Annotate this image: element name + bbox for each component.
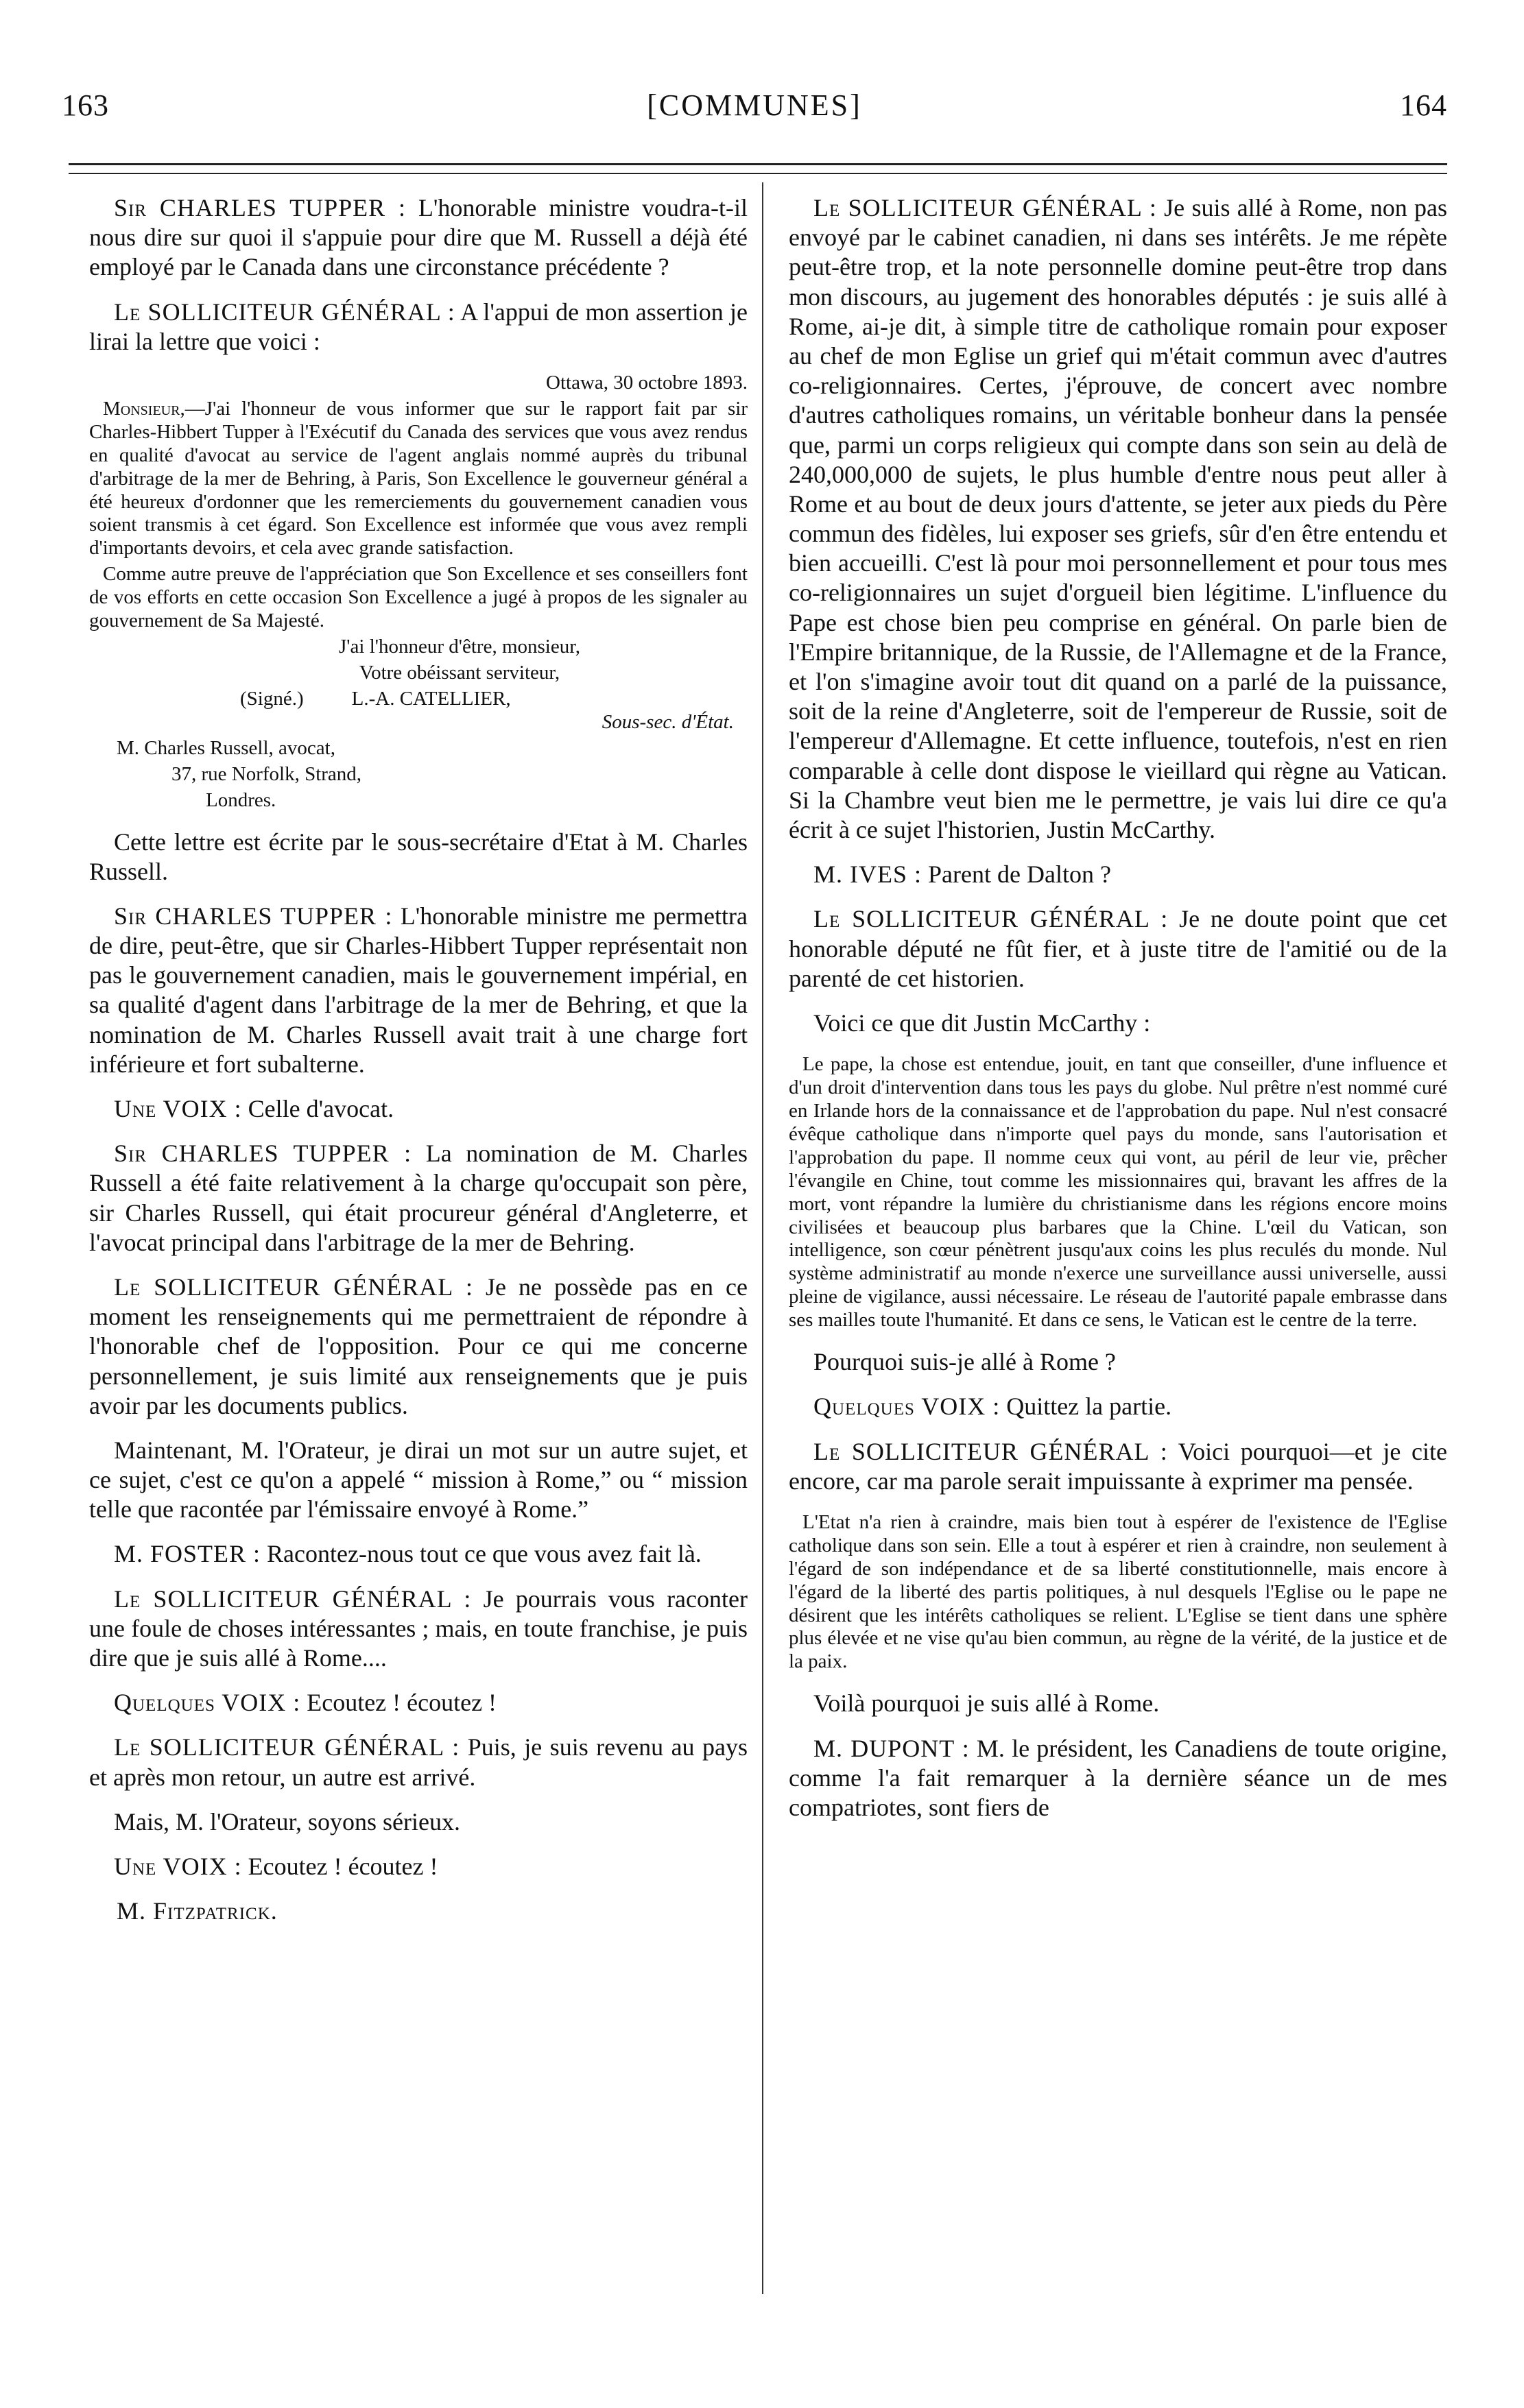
paragraph xyxy=(89,1139,748,1257)
letter-date: Ottawa, 30 octobre 1893. xyxy=(546,371,748,394)
speech-text: A l'appui de mon assertion je lirai la lettre que voici : xyxy=(89,298,748,355)
speaker-name: Sir CHARLES TUPPER : xyxy=(114,194,407,221)
speech-text: Quittez la partie. xyxy=(1000,1393,1172,1421)
speaker-name: M. IVES : xyxy=(813,860,922,889)
speaker-name: Sir CHARLES TUPPER : xyxy=(114,1140,412,1168)
speech-text: Voici pourquoi—et je cite encore, car ma parole serait impuissante à exprimer ma pensée. xyxy=(789,1437,1447,1495)
paragraph xyxy=(89,298,748,357)
speech-text: Celle d'avocat. xyxy=(241,1095,394,1123)
speaker-name: M. FOSTER : xyxy=(114,1540,261,1568)
speech-text: Racontez-nous tout ce que vous avez fait là. xyxy=(261,1540,702,1568)
paragraph xyxy=(89,1688,748,1718)
letter-text: Comme autre preuve de l'appréciation que Son Excellence et ses conseillers font de vos efforts en cette occasion Son Excellence a jugé à propos de les signaler au gouvernement de Sa Majesté. xyxy=(89,563,748,632)
letter-address: Londres. xyxy=(206,788,276,811)
speaker-name: Une VOIX : xyxy=(114,1095,242,1123)
paragraph: Cette lettre est écrite par le sous-secrétaire d'Etat à M. Charles Russell. xyxy=(89,828,748,885)
speech-text: Je ne possède pas en ce moment les renseignements qui me permettraient de répondre à l'honorable chef de l'opposition. Pour ce qui me concerne personnellement, je suis limité aux renseignements que je puis avoir par les documents publics. xyxy=(89,1273,748,1419)
paragraph xyxy=(789,1392,1447,1421)
speech-text: Puis, je suis revenu au pays et après mon retour, un autre est arrivé. xyxy=(89,1733,748,1791)
paragraph xyxy=(89,902,748,1079)
paragraph: Mais, M. l'Orateur, soyons sérieux. xyxy=(114,1807,460,1835)
left-column xyxy=(89,193,748,1938)
block-quote: Le pape, la chose est entendue, jouit, en tant que conseiller, d'une influence et d'un droit d'intervention dans tous les pays du globe. Nul prêtre n'est nommé curé en Irlande hors de la connaissance et de l'approbation du pape. Nul n'est consacré évêque catholique dans n'importe quel pays du monde, sans l'autorisation et l'approbation du pape. Il nomme ceux qui vont, au péril de leur vie, prêcher l'évangile en Chine, tout comme les missionnaires qui, bravant les affres de la mort, vont répandre la lumière du christianisme dans les régions encore moins civilisées et beaucoup plus barbares que la Chine. L'œil du Vatican, son intelligence, son cœur pénètrent jusqu'aux coins les plus reculés du monde. Nul système administratif au monde n'exerce une surveillance aussi universelle, aussi pleine de vigilance, aussi nécessaire. Le réseau de l'autorité papale embrasse dans ses mailles toute l'humanité. Et dans ce sens, le Vatican est le centre de la terre. xyxy=(789,1053,1447,1332)
paragraph xyxy=(789,193,1447,845)
speaker-name: M. DUPONT : xyxy=(813,1734,970,1762)
speaker-name: Une VOIX : xyxy=(114,1852,242,1880)
speech-text: L'honorable ministre voudra-t-il nous dire sur quoi il s'appuie pour dire que M. Russell a déjà été employé par le Canada dans une circonstance précédente ? xyxy=(89,194,748,281)
header-rule-top xyxy=(69,163,1447,165)
speaker-name: Quelques VOIX : xyxy=(114,1689,301,1717)
paragraph xyxy=(89,1852,748,1881)
header-rule-bottom xyxy=(69,173,1447,174)
speaker-name: Le SOLLICITEUR GÉNÉRAL : xyxy=(114,1585,472,1613)
paragraph xyxy=(789,1437,1447,1496)
speaker-name: Le SOLLICITEUR GÉNÉRAL : xyxy=(813,905,1169,933)
speaker-name: Le SOLLICITEUR GÉNÉRAL : xyxy=(813,1437,1168,1465)
page-title: [COMMUNES] xyxy=(647,88,862,122)
paragraph xyxy=(89,1585,748,1674)
speech-text: Je suis allé à Rome, non pas envoyé par le cabinet canadien, ni dans ses intérêts. Je me répète peut-être trop, et la note personnelle domine peut-être trop dans mon discours, au jugement des honorables députés : je suis allé à Rome, ai-je dit, à simple titre de catholique romain pour exposer au chef de mon Eglise un grief qui m'était commun avec d'autres co-religionnaires. Certes, j'éprouve, de concert avec nombre d'autres catholiques romains, un véritable bonheur dans la pensée que, parmi un corps religieux qui compte dans son sein au delà de 240,000,000 de sujets, le plus humble d'entre nous peut aller à Rome et au bout de deux jours d'attente, se jeter aux pieds du Père commun des fidèles, lui exposer ses griefs, sûr d'en être entendu et bien accueilli. C'est là pour moi personnellement et pour tous mes co-religionnaires un sujet d'orgueil bien légitime. L'influence du Pape est chose bien peu comprise en général. On parle bien de l'Empire britannique, de la Russie, de l'Allemagne et de la France, et l'on s'imagine avoir tout dit quand on a parlé de la puissance, soit de la reine d'Angleterre, soit de l'empereur de Russie, soit de l'empereur d'Allemagne. Et cette influence, toutefois, n'est en rien comparable à celle dont dispose le vieillard qui règne au Vatican. Si la Chambre veut bien me le permettre, je vais lui dire ce qu'a écrit à ce sujet l'historien, Justin McCarthy. xyxy=(789,194,1447,843)
paragraph xyxy=(89,1273,748,1421)
paragraph xyxy=(89,1733,748,1792)
paragraph xyxy=(789,904,1447,994)
letter-body xyxy=(89,398,748,560)
speaker-name: Le SOLLICITEUR GÉNÉRAL : xyxy=(114,1733,460,1761)
paragraph: Maintenant, M. l'Orateur, je dirai un mot sur un autre sujet, et ce sujet, c'est ce qu'on a appelé “ mission à Rome,” ou “ mission telle que racontée par l'émissaire envoyé à Rome.” xyxy=(89,1436,748,1524)
speaker-name: Quelques VOIX : xyxy=(813,1393,1001,1421)
letter-address: 37, rue Norfolk, Strand, xyxy=(171,762,362,785)
paragraph xyxy=(89,193,748,282)
letter-closing: Votre obéissant serviteur, xyxy=(359,662,560,684)
page-number-left: 163 xyxy=(62,88,109,122)
speaker-name: Le SOLLICITEUR GÉNÉRAL : xyxy=(114,1273,473,1301)
speech-text: L'honorable ministre me permettra de dire, peut-être, que sir Charles-Hibbert Tupper représentait non pas le gouvernement canadien, mais le gouvernement impérial, en sa qualité d'agent dans l'arbitrage de la mer de Behring, et que la nomination de M. Charles Russell avait trait à une charge fort inférieure et fort subalterne. xyxy=(89,902,748,1078)
page-number-right: 164 xyxy=(1400,88,1447,122)
paragraph xyxy=(789,860,1447,889)
paragraph: Pourquoi suis-je allé à Rome ? xyxy=(813,1348,1116,1376)
letter-text: —J'ai l'honneur de vous informer que sur le rapport fait par sir Charles-Hibbert Tupper à l'Exécutif du Canada des services que vous avez rendus en qualité d'avocat au service de l'agent anglais nommé auprès du tribunal d'arbitrage de la mer de Behring, à Paris, Son Excellence le gouverneur général a été heureux d'ordonner que les remerciements du gouvernement canadien vous soient transmis à cet égard. Son Excellence est informée que vous avez rempli d'importants devoirs, et cela avec grande satisfaction. xyxy=(89,397,748,559)
paragraph xyxy=(789,1734,1447,1823)
paragraph: Voici ce que dit Justin McCarthy : xyxy=(813,1009,1151,1037)
quoted-letter xyxy=(89,372,748,812)
speaker-name: Le SOLLICITEUR GÉNÉRAL : xyxy=(813,194,1157,221)
letter-salutation: Monsieur, xyxy=(103,397,185,420)
speech-text: Ecoutez ! écoutez ! xyxy=(241,1852,438,1880)
speech-text: M. le président, les Canadiens de toute origine, comme l'a fait remarquer à la dernière séance un de mes compatriotes, sont fiers de xyxy=(789,1734,1447,1821)
paragraph xyxy=(89,1539,748,1569)
speaker-name: Sir CHARLES TUPPER : xyxy=(114,902,393,930)
letter-signature xyxy=(240,688,748,711)
right-column xyxy=(789,193,1447,1838)
speech-text: Je ne doute point que cet honorable député ne fût fier, et à juste titre de l'amitié ou de la parenté de cet historien. xyxy=(789,905,1447,992)
speech-text: Parent de Dalton ? xyxy=(922,860,1111,889)
speech-text: Ecoutez ! écoutez ! xyxy=(300,1689,497,1717)
column-divider xyxy=(762,182,763,2294)
signed-label: (Signé.) xyxy=(240,687,304,710)
speaker-name: Le SOLLICITEUR GÉNÉRAL : xyxy=(114,298,455,326)
letter-address: M. Charles Russell, avocat, xyxy=(117,736,335,759)
page-header xyxy=(62,88,1447,136)
paragraph xyxy=(89,1094,748,1124)
running-footer-name: M. Fitzpatrick. xyxy=(117,1897,278,1925)
signer-title: Sous-sec. d'État. xyxy=(602,710,734,733)
signer-name: L.-A. CATELLIER, xyxy=(351,687,511,710)
block-quote: L'Etat n'a rien à craindre, mais bien tout à espérer de l'existence de l'Eglise catholique dans son sein. Elle a tout à espérer et rien à craindre, non seulement à l'égard de son indépendance et de sa liberté constitutionnelle, mais encore à l'égard de la liberté des partis politiques, à nul desquels l'Eglise ou le pape ne désirent que les intérêts catholiques se relient. L'Eglise se tient dans une sphère plus élevée et ne vise qu'au bien commun, au règne de la vérité, de la justice et de la paix. xyxy=(789,1510,1447,1673)
letter-closing: J'ai l'honneur d'être, monsieur, xyxy=(339,636,580,658)
speech-text: La nomination de M. Charles Russell a été faite relativement à la charge qu'occupait son père, sir Charles Russell, qui était procureur général d'Angleterre, et l'avocat principal dans l'arbitrage de la mer de Behring. xyxy=(89,1140,748,1256)
paragraph: Voilà pourquoi je suis allé à Rome. xyxy=(813,1689,1160,1718)
speech-text: Je pourrais vous raconter une foule de choses intéressantes ; mais, en toute franchise, je puis dire que je suis allé à Rome.... xyxy=(89,1585,748,1672)
